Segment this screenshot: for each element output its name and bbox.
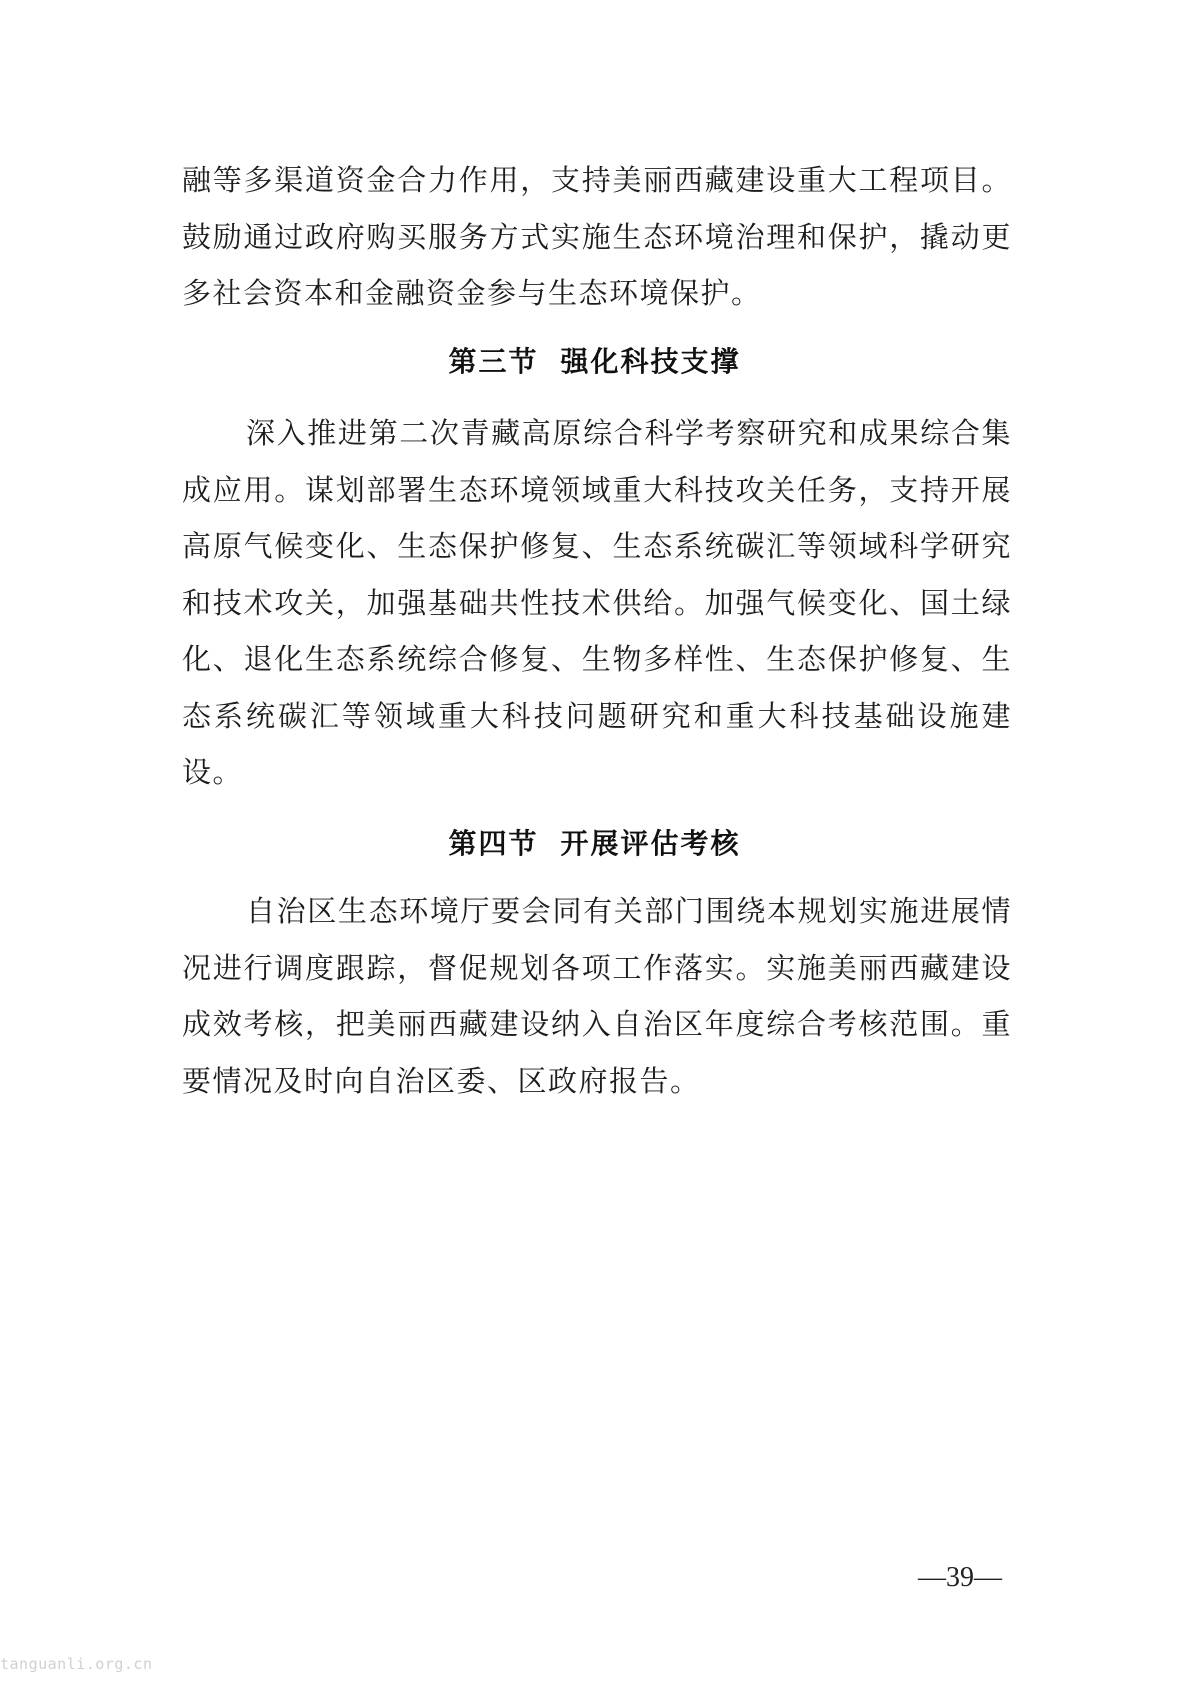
section-heading-3 <box>0 340 1189 380</box>
section-title: 强化科技支撑 <box>560 345 741 378</box>
section-title: 开展评估考核 <box>560 827 741 860</box>
section-heading-4 <box>0 822 1189 862</box>
watermark: tanguanli.org.cn <box>0 1655 153 1673</box>
paragraph-section-3: 深入推进第二次青藏高原综合科学考察研究和成果综合集成应用。谋划部署生态环境领域重大科技攻关任务，支持开展高原气候变化、生态保护修复、生态系统碳汇等领域科学研究和技术攻关，加强基础共性技术供给。加强气候变化、国土绿化、退化生态系统综合修复、生物多样性、生态保护修复、生态系统碳汇等领域重大科技问题研究和重大科技基础设施建设。 <box>182 416 1012 789</box>
page-number: —39— <box>918 1562 1002 1593</box>
section-number: 第三节 <box>448 345 539 378</box>
paragraph-intro: 融等多渠道资金合力作用，支持美丽西藏建设重大工程项目。鼓励通过政府购买服务方式实施生态环境治理和保护，撬动更多社会资本和金融资金参与生态环境保护。 <box>182 163 1012 310</box>
section-number: 第四节 <box>448 827 539 860</box>
paragraph-section-4: 自治区生态环境厅要会同有关部门围绕本规划实施进展情况进行调度跟踪，督促规划各项工作落实。实施美丽西藏建设成效考核，把美丽西藏建设纳入自治区年度综合考核范围。重要情况及时向自治区委、区政府报告。 <box>182 894 1012 1098</box>
